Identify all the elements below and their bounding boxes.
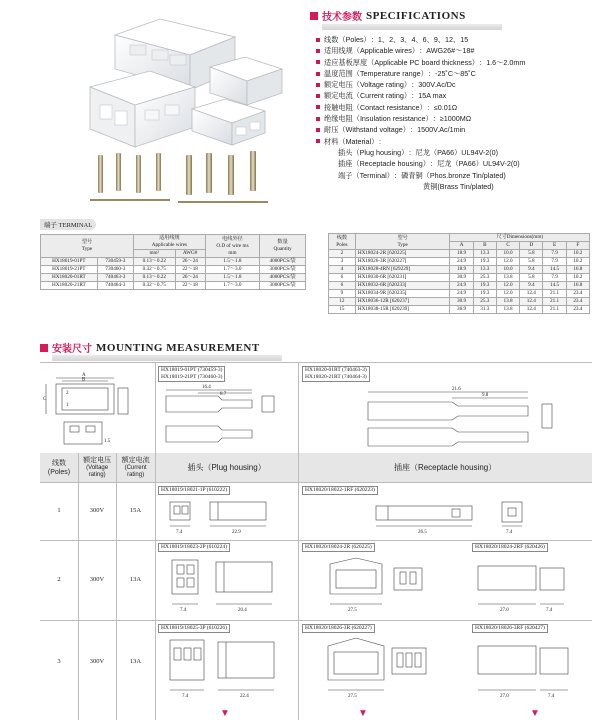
table-cell: 10.2 xyxy=(566,258,589,266)
spec-row xyxy=(316,57,592,68)
table-cell: 21.1 xyxy=(543,306,566,314)
table-cell: 23.4 xyxy=(566,298,589,306)
table-cell: 12.4 xyxy=(520,306,543,314)
table-cell: 30.9 xyxy=(450,298,473,306)
th-dim-col: D xyxy=(520,242,543,250)
row3-volt: 300V xyxy=(89,658,105,665)
row2-rec-w: 7.4 xyxy=(546,608,553,613)
specs-title-en: SPECIFICATIONS xyxy=(366,9,466,22)
table-cell: 21.1 xyxy=(543,298,566,306)
material-label: 插头（Plug housing） xyxy=(338,147,409,157)
table-cell: 0.13～0.22 xyxy=(134,258,176,266)
material-value: ：尼龙（PA66）UL94V-2(0) xyxy=(408,147,499,157)
table-cell: 10.2 xyxy=(566,250,589,258)
table-cell: 3000PCS/袋 xyxy=(260,266,306,274)
mounting-grid xyxy=(40,362,592,720)
table-row xyxy=(41,258,306,266)
table-row xyxy=(41,274,306,282)
row3-rec-b: 27.0 xyxy=(500,694,509,699)
spec-row xyxy=(316,68,592,79)
row2-rec-drawing xyxy=(302,554,590,618)
table-cell: 14.5 xyxy=(543,282,566,290)
table-cell: 10.0 xyxy=(496,250,519,258)
plug-term-a: 8.7 xyxy=(220,392,227,397)
spec-value: ：15A max xyxy=(411,91,447,101)
dim-label-15: 1.5 xyxy=(104,439,111,444)
continue-arrow-icon: ▼ xyxy=(220,708,230,719)
spec-value: ：-25˚C～85˚C xyxy=(427,68,476,78)
row1-rec-drawing xyxy=(302,496,590,538)
bullet-icon xyxy=(316,94,320,98)
table-cell: 12.0 xyxy=(496,258,519,266)
row3-rec-title-1: HX18020/18026-3R (620227) xyxy=(302,624,375,633)
spec-label: 适应基板厚度（Applicable PC board thickness） xyxy=(324,57,479,67)
plug-term-len: 16.4 xyxy=(202,385,211,390)
spec-value: ：1.6～2.0mm xyxy=(479,57,526,67)
table-cell: 1.5～1.8 xyxy=(205,274,260,282)
table-cell: 25.3 xyxy=(473,298,496,306)
th-poles: 线数 Poles xyxy=(329,234,356,250)
spec-value: ：≥1000MΩ xyxy=(432,114,472,124)
spec-value: ：1500V.Ac/1min xyxy=(409,125,466,135)
material-label: 插座（Receptacle housing） xyxy=(338,159,430,169)
table-row xyxy=(329,274,590,282)
specs-heading xyxy=(310,8,592,23)
table-cell: 31.3 xyxy=(473,306,496,314)
row1-volt: 300V xyxy=(89,507,105,514)
terminal-section xyxy=(40,219,310,290)
row1-rec-title: HX18020/18022-1RF (620223) xyxy=(302,486,378,495)
dim-label-c: C xyxy=(43,397,47,402)
row3-poles: 3 xyxy=(57,658,61,665)
terminal-title: 端子 TERMINAL xyxy=(40,219,96,230)
terminal-pins xyxy=(90,151,268,203)
dimensions-table xyxy=(328,233,590,314)
table-cell: 730459-3 xyxy=(97,258,133,266)
table-cell: 16.8 xyxy=(566,282,589,290)
spec-label: 耐压（Withstand voltage） xyxy=(324,125,410,135)
bullet-icon xyxy=(316,72,320,76)
table-cell: 2 xyxy=(329,250,356,258)
connector-small-top xyxy=(210,57,282,105)
rec-terminal-drawing xyxy=(302,382,590,448)
spec-row xyxy=(316,124,592,135)
spec-row xyxy=(316,90,592,101)
table-cell: 25.3 xyxy=(473,274,496,282)
table-cell: 730460-3 xyxy=(97,266,133,274)
table-cell: 12.0 xyxy=(496,290,519,298)
material-value: ：磷青铜（Phos.bronze Tin/plated) xyxy=(393,170,506,180)
rec-term-a: 9.8 xyxy=(482,393,489,398)
hdr-poles: 线数 (Poles) xyxy=(40,453,78,482)
material-row xyxy=(338,170,592,181)
spec-label: 线数（Poles） xyxy=(324,35,371,44)
row3-plug-drawing xyxy=(158,634,294,704)
specs-title-cn: 技术参数 xyxy=(322,12,362,23)
table-cell: HX18032-6R [620233] xyxy=(355,282,450,290)
connector-small-bottom xyxy=(192,99,265,145)
table-cell: HX18020-01RT xyxy=(41,274,98,282)
table-cell: 0.32～0.75 xyxy=(134,266,176,274)
table-cell: HX18024-2R [620225] xyxy=(355,250,450,258)
mounting-heading-block xyxy=(40,340,340,361)
row3-plug-w: 7.4 xyxy=(182,694,189,699)
plug-terminal-drawing xyxy=(158,382,294,448)
table-cell: 23.4 xyxy=(566,306,589,314)
spec-value: ：300V.Ac/Dc xyxy=(411,80,456,90)
table-cell: 12 xyxy=(329,298,356,306)
rec-term-len: 21.6 xyxy=(452,387,461,392)
material-row xyxy=(338,181,592,192)
table-cell: 13.3 xyxy=(473,250,496,258)
row3-rec-drawing xyxy=(302,634,590,704)
spec-row xyxy=(316,113,592,124)
th-dim-col: C xyxy=(496,242,519,250)
table-cell: 30.9 xyxy=(450,274,473,282)
table-cell: 23.4 xyxy=(566,290,589,298)
bullet-icon xyxy=(316,38,320,42)
material-row xyxy=(338,158,592,169)
table-row xyxy=(329,282,590,290)
spec-label: 额定电压（Voltage rating） xyxy=(324,80,412,90)
table-row xyxy=(41,266,306,274)
table-cell: HX18019-01PT xyxy=(41,258,98,266)
th-dim-col: E xyxy=(543,242,566,250)
table-cell: HX18028-4RN [629229] xyxy=(355,266,450,274)
th-od: 电线外径 O.D of wire ms mm xyxy=(205,235,260,258)
table-cell: 5.8 xyxy=(520,274,543,282)
table-row xyxy=(329,266,590,274)
hdr-voltage: 额定电压 (Voltage rating) xyxy=(79,453,116,482)
table-cell: 0.13～0.22 xyxy=(134,274,176,282)
mounting-heading xyxy=(40,340,340,355)
table-cell: 15 xyxy=(329,306,356,314)
table-cell: 9.4 xyxy=(520,282,543,290)
table-row xyxy=(329,306,590,314)
row3-rec-w: 7.4 xyxy=(548,694,555,699)
row2-plug-drawing xyxy=(158,554,294,618)
row1-plug-drawing xyxy=(158,496,294,538)
housing-drawing-topleft xyxy=(42,366,152,451)
row2-rec-a: 27.5 xyxy=(348,608,357,613)
th-dim: 尺寸Dimensions(mm) xyxy=(450,234,590,242)
spec-row xyxy=(316,34,592,45)
th-qty: 数量 Quantity xyxy=(260,235,306,258)
table-cell: 19.3 xyxy=(473,258,496,266)
table-cell: 6 xyxy=(329,282,356,290)
dim-label-2: 2 xyxy=(66,391,69,396)
spec-value: ： xyxy=(378,136,386,146)
row1-plug-title: HX18019/18021-1P (610222) xyxy=(158,486,230,495)
product-photo xyxy=(60,5,300,220)
table-cell: 10.2 xyxy=(566,274,589,282)
table-cell: HX18034-9R [620235] xyxy=(355,290,450,298)
table-cell: 7.9 xyxy=(543,274,566,282)
specs-section xyxy=(310,8,592,192)
terminal-table xyxy=(40,234,306,290)
row1-rec-l: 26.5 xyxy=(418,530,427,535)
table-cell: 1.7～3.0 xyxy=(205,282,260,290)
bullet-icon xyxy=(316,105,320,109)
th-dim-col: A xyxy=(450,242,473,250)
row2-rec-title-1: HX18020/18024-2R (620225) xyxy=(302,543,375,552)
table-row xyxy=(329,250,590,258)
row2-rec-b: 27.0 xyxy=(500,608,509,613)
specs-list xyxy=(316,34,592,147)
row2-volt: 300V xyxy=(89,576,105,583)
table-cell: 19.3 xyxy=(473,282,496,290)
spec-label: 绝缘电阻（Insulation resistance） xyxy=(324,114,433,124)
spec-row xyxy=(316,102,592,113)
table-cell: 21.1 xyxy=(543,290,566,298)
th-dtype: 型号 Type xyxy=(355,234,450,250)
th-type: 型号 Type xyxy=(41,235,134,258)
hdr-receptacle: 插座（Receptacle housing） xyxy=(299,453,592,482)
spec-label: 额定电流（Current rating） xyxy=(324,91,412,101)
spec-row xyxy=(316,136,592,147)
table-cell: 3000PCS/袋 xyxy=(260,282,306,290)
table-cell: 24.9 xyxy=(450,258,473,266)
table-row xyxy=(329,298,590,306)
spec-value: ：AWG26#～18# xyxy=(419,46,475,56)
table-cell: 26～24 xyxy=(175,258,205,266)
table-cell: 24.9 xyxy=(450,282,473,290)
row3-curr: 13A xyxy=(129,658,142,665)
th-dim-col: F xyxy=(566,242,589,250)
mounting-underline xyxy=(52,355,282,361)
row2-plug-title: HX18019/18023-2P (610224) xyxy=(158,543,230,552)
table-cell: 14.5 xyxy=(543,266,566,274)
bullet-icon xyxy=(316,139,320,143)
table-cell: HX18038-15R [620239] xyxy=(355,306,450,314)
row1-plug-l: 22.9 xyxy=(232,530,241,535)
spec-label: 温度范围（Temperature range） xyxy=(324,68,428,78)
table-cell: 13.8 xyxy=(496,306,519,314)
table-cell: HX18020-21RT xyxy=(41,282,98,290)
mounting-title-cn: 安装尺寸 xyxy=(52,344,92,355)
hdr-plug: 插头（Plug housing） xyxy=(156,453,298,482)
row2-plug-l: 20.4 xyxy=(238,608,247,613)
continue-arrow-icon: ▼ xyxy=(530,708,540,719)
th-wire: 适用线规 Applicable wires xyxy=(134,235,206,250)
material-row xyxy=(338,147,592,158)
row3-rec-a: 27.5 xyxy=(348,694,357,699)
bullet-icon xyxy=(316,49,320,53)
th-mm2: mm² xyxy=(134,250,176,258)
material-value: 黄铜(Brass Tin/plated) xyxy=(423,181,494,191)
table-cell: 19.3 xyxy=(473,290,496,298)
table-cell: 9.4 xyxy=(520,266,543,274)
rec-terminal-title: HX18020-01RT (740463-3) HX18020-21RT (740464-3) xyxy=(302,366,370,382)
table-cell: 740463-3 xyxy=(97,274,133,282)
table-cell: 13.3 xyxy=(473,266,496,274)
table-cell: 13.8 xyxy=(496,274,519,282)
table-cell: 36.9 xyxy=(450,306,473,314)
connector-large-bottom xyxy=(90,71,195,147)
table-cell: 5.8 xyxy=(520,258,543,266)
table-cell: HX18019-21PT xyxy=(41,266,98,274)
row3-plug-title: HX18019/18025-3P (610226) xyxy=(158,624,230,633)
th-dim-col: B xyxy=(473,242,496,250)
table-row xyxy=(329,258,590,266)
bullet-icon xyxy=(316,117,320,121)
table-cell: 22～18 xyxy=(175,266,205,274)
table-cell: HX18026-3R [620227] xyxy=(355,258,450,266)
spec-label: 适用线规（Applicable wires） xyxy=(324,46,420,56)
table-cell: 12.4 xyxy=(520,298,543,306)
table-row xyxy=(329,290,590,298)
table-cell: 18.9 xyxy=(450,250,473,258)
spec-value: ：≤0.01Ω xyxy=(426,102,458,112)
row1-rec-w: 7.4 xyxy=(506,530,513,535)
heading-square-icon xyxy=(40,344,48,352)
bullet-icon xyxy=(316,83,320,87)
row2-plug-w: 7.4 xyxy=(180,608,187,613)
heading-square-icon xyxy=(310,12,318,20)
row2-poles: 2 xyxy=(57,576,61,583)
materials-list xyxy=(338,147,592,192)
rec-terminal-block xyxy=(302,366,590,450)
table-cell: 5.8 xyxy=(520,250,543,258)
spec-row xyxy=(316,45,592,56)
spec-row xyxy=(316,79,592,90)
table-cell: 9 xyxy=(329,290,356,298)
plug-terminal-block xyxy=(158,366,294,450)
table-cell: 6 xyxy=(329,274,356,282)
table-cell: 7.9 xyxy=(543,250,566,258)
table-cell: 4000PCS/袋 xyxy=(260,258,306,266)
dimensions-section xyxy=(328,233,590,314)
bullet-icon xyxy=(316,60,320,64)
mounting-title-en: MOUNTING MEASUREMENT xyxy=(96,341,260,354)
table-cell: 7.9 xyxy=(543,258,566,266)
table-cell: 4000PCS/袋 xyxy=(260,274,306,282)
hdr-current: 额定电流 (Current rating) xyxy=(117,453,155,482)
row3-rec-title-2: HX18020/18026-3RF (620427) xyxy=(472,624,548,633)
table-cell: 3 xyxy=(329,258,356,266)
table-row xyxy=(41,282,306,290)
row1-plug-w: 7.4 xyxy=(176,530,183,535)
material-value: ：尼龙（PA66）UL94V-2(0) xyxy=(429,159,520,169)
table-cell: 12.4 xyxy=(520,290,543,298)
table-cell: 10.0 xyxy=(496,266,519,274)
table-cell: 13.8 xyxy=(496,298,519,306)
table-cell: 12.0 xyxy=(496,282,519,290)
continue-arrow-icon: ▼ xyxy=(358,708,368,719)
spec-label: 接触电阻（Contact resistance） xyxy=(324,102,427,112)
table-cell: 0.32～0.75 xyxy=(134,282,176,290)
table-cell: 740464-3 xyxy=(97,282,133,290)
table-cell: HX18036-12R [620237] xyxy=(355,298,450,306)
spec-label: 材料（Material） xyxy=(324,136,379,146)
table-cell: 18.9 xyxy=(450,266,473,274)
row1-poles: 1 xyxy=(57,507,61,514)
row3-plug-l: 22.4 xyxy=(240,694,249,699)
specs-underline xyxy=(322,24,502,30)
bullet-icon xyxy=(316,128,320,132)
spec-value: ：1、2、3、4、6、9、12、15 xyxy=(370,35,469,44)
row2-curr: 13A xyxy=(129,576,142,583)
row1-curr: 15A xyxy=(129,507,142,514)
table-cell: 16.8 xyxy=(566,266,589,274)
table-cell: 1.5～1.8 xyxy=(205,258,260,266)
table-cell: 1.7～3.0 xyxy=(205,266,260,274)
dim-label-b: B xyxy=(82,377,86,383)
row2-rec-title-2: HX18020/18024-2RF (620426) xyxy=(472,543,548,552)
dim-label-a: A xyxy=(82,373,86,378)
table-cell: 24.9 xyxy=(450,290,473,298)
th-awg: AWG# xyxy=(175,250,205,258)
plug-terminal-title: HX18019-01PT (730459-3) HX18019-21PT (730460-3) xyxy=(158,366,225,382)
table-cell: HX18030-6R [620231] xyxy=(355,274,450,282)
material-label: 端子（Terminal） xyxy=(338,170,394,180)
table-cell: 22～18 xyxy=(175,282,205,290)
dim-label-1: 1 xyxy=(66,403,69,408)
table-cell: 26～24 xyxy=(175,274,205,282)
table-cell: 4 xyxy=(329,266,356,274)
